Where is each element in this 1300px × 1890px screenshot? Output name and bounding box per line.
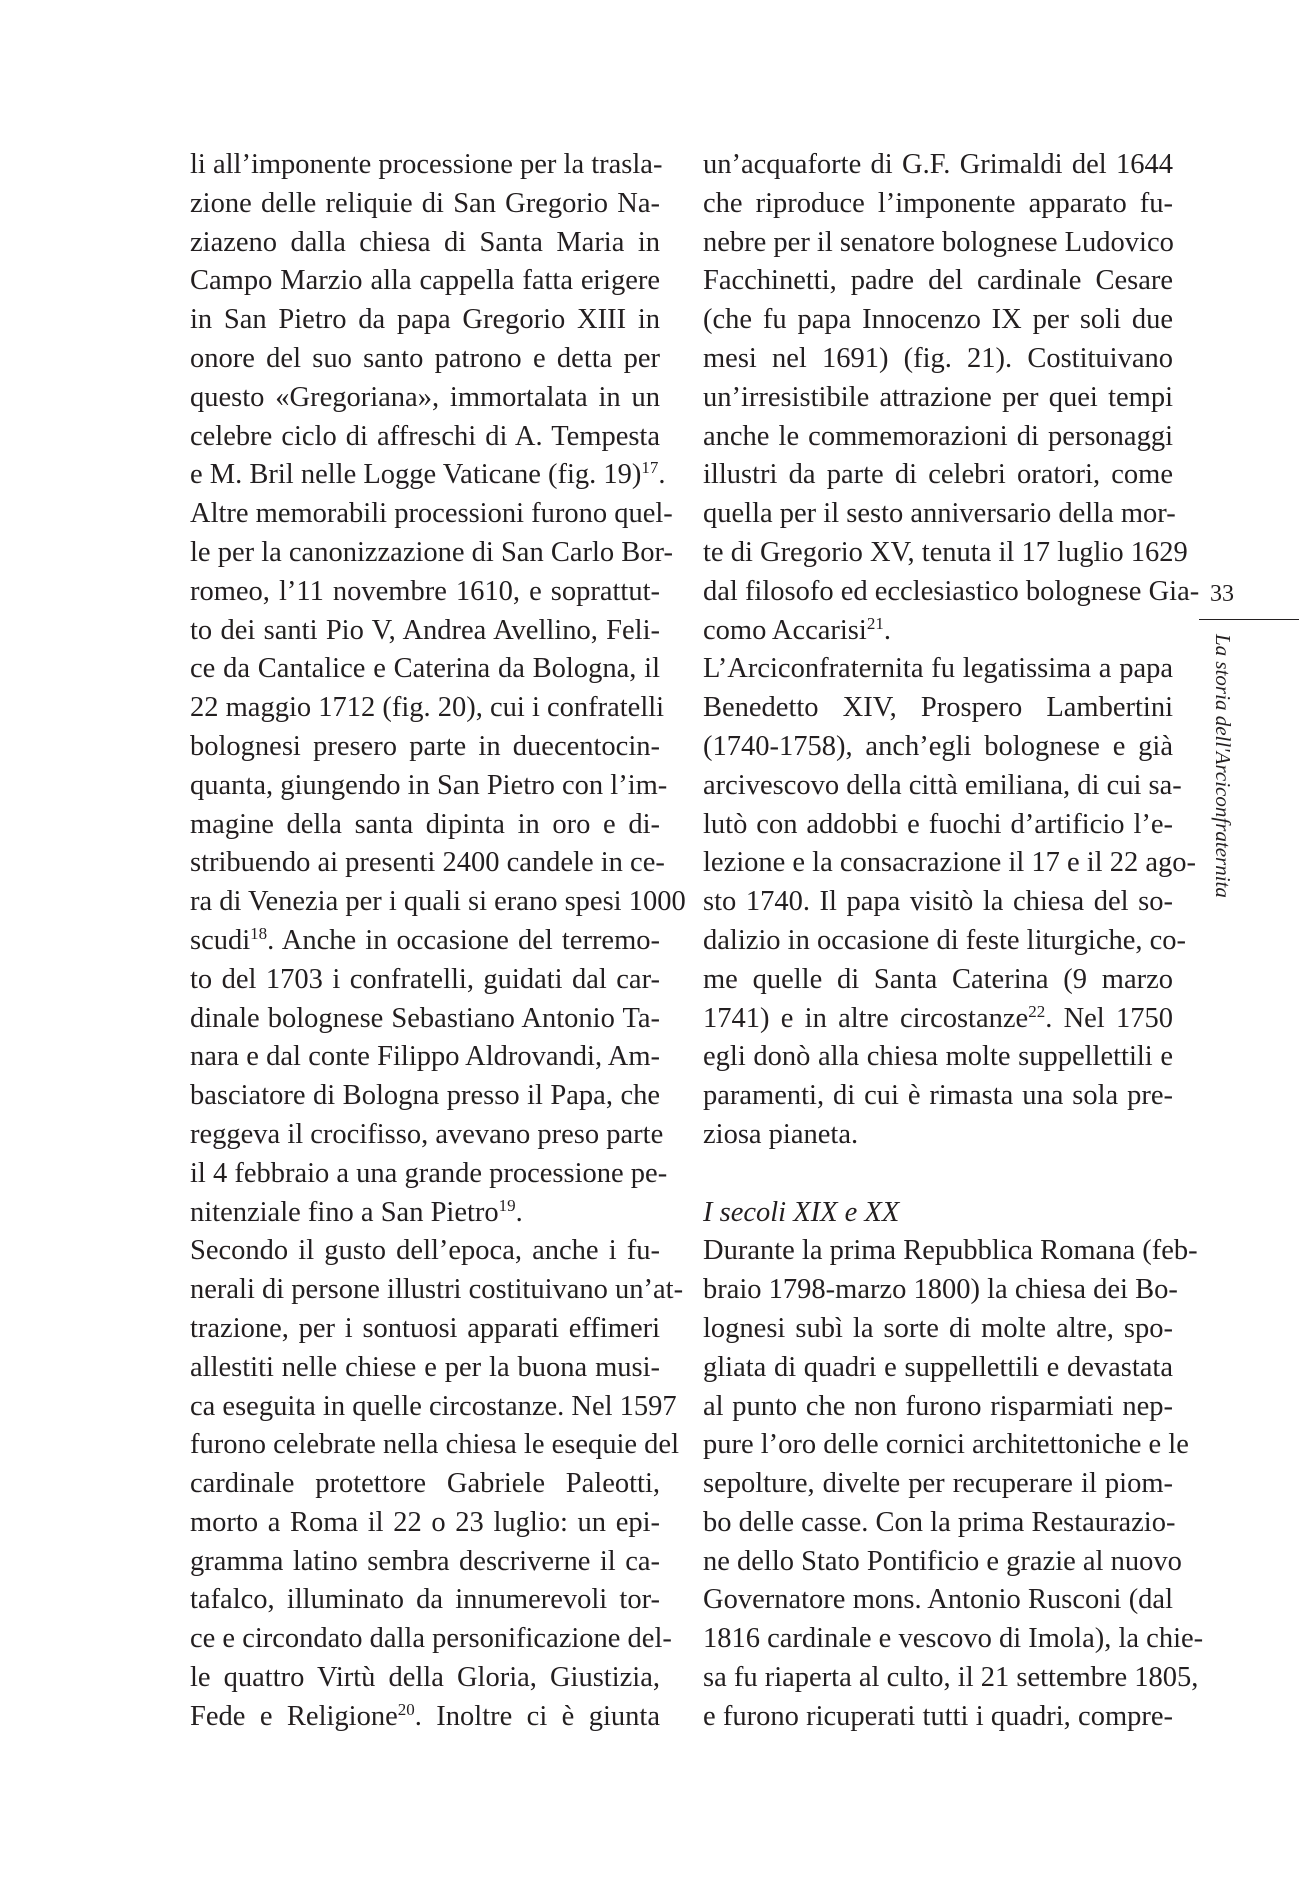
right-text-column: [703, 146, 1204, 1737]
text-line: sto 1740. Il papa visitò la chiesa del so-: [703, 886, 1173, 918]
text-line: le per la canonizzazione di San Carlo Bor-: [190, 536, 673, 568]
text-line: Governatore mons. Antonio Rusconi (dal: [703, 1584, 1173, 1616]
text-line: onore del suo santo patrono e detta per: [190, 342, 660, 374]
blank-line: [703, 1155, 1173, 1194]
text-line: nara e dal conte Filippo Aldrovandi, Am-: [190, 1041, 660, 1073]
text-line: gliata di quadri e suppellettili e devastata: [703, 1351, 1173, 1383]
text-line: L’Arciconfraternita fu legatissima a papa: [703, 653, 1173, 685]
text-segment: Fede e Religione: [190, 1700, 398, 1732]
text-line: te di Gregorio XV, tenuta il 17 luglio 1629: [703, 536, 1188, 568]
text-line: basciatore di Bologna presso il Papa, che: [190, 1080, 660, 1112]
footnote-ref: 17: [641, 458, 659, 478]
text-line: ra di Venezia per i quali si erano spesi 1000: [190, 886, 686, 918]
text-line: celebre ciclo di affreschi di A. Tempesta: [190, 420, 660, 452]
text-line: 22 maggio 1712 (fig. 20), cui i confratelli: [190, 692, 665, 724]
footnote-ref: 18: [250, 923, 268, 943]
text-segment: .: [883, 614, 891, 646]
text-line: tafalco, illuminato da innumerevoli tor-: [190, 1584, 660, 1616]
text-segment: . Nel 1750: [1045, 1002, 1173, 1034]
running-head: La storia dell'Arciconfraternita: [1211, 634, 1235, 898]
text-segment: nitenziale fino a San Pietro: [190, 1196, 499, 1228]
text-segment: como Accarisi: [703, 614, 867, 646]
text-line: quanta, giungendo in San Pietro con l’im-: [190, 769, 668, 801]
left-text-column: [190, 146, 686, 1737]
text-line: dal filosofo ed ecclesiastico bolognese Gia-: [703, 575, 1200, 607]
text-line: dalizio in occasione di feste liturgiche, co-: [703, 924, 1187, 956]
text-line: quella per il sesto anniversario della mor-: [703, 498, 1176, 530]
text-segment: . Inoltre ci è giunta: [414, 1700, 660, 1732]
text-line: morto a Roma il 22 o 23 luglio: un epi-: [190, 1506, 660, 1538]
page-number: 33: [1210, 581, 1234, 607]
text-line: furono celebrate nella chiesa le esequie del: [190, 1429, 679, 1461]
text-line: ne dello Stato Pontificio e grazie al nuovo: [703, 1545, 1182, 1577]
text-line: 1816 cardinale e vescovo di Imola), la chie-: [703, 1623, 1204, 1655]
text-line: Facchinetti, padre del cardinale Cesare: [703, 265, 1173, 297]
text-line: me quelle di Santa Caterina (9 marzo: [703, 963, 1173, 995]
text-line: bolognesi presero parte in duecentocin-: [190, 730, 660, 762]
text-line: (che fu papa Innocenzo IX per soli due: [703, 304, 1173, 336]
text-segment: 1741) e in altre circostanze: [703, 1002, 1029, 1034]
text-line: in San Pietro da papa Gregorio XIII in: [190, 304, 660, 336]
text-line: ziazeno dalla chiesa di Santa Maria in: [190, 226, 660, 258]
text-line: lutò con addobbi e fuochi d’artificio l’e-: [703, 808, 1173, 840]
text-line: nerali di persone illustri costituivano un’at-: [190, 1274, 684, 1306]
text-line: nebre per il senatore bolognese Ludovico: [703, 226, 1174, 258]
text-line: [190, 1698, 660, 1737]
text-line: anche le commemorazioni di personaggi: [703, 420, 1173, 452]
text-line: reggeva il crocifisso, avevano preso parte: [190, 1118, 664, 1150]
text-segment: scudi: [190, 924, 251, 956]
text-line: gramma latino sembra descriverne il ca-: [190, 1545, 660, 1577]
footnote-ref: 22: [1028, 1001, 1046, 1021]
text-line: (1740-1758), anch’egli bolognese e già: [703, 730, 1173, 762]
text-line: il 4 febbraio a una grande processione pe-: [190, 1157, 668, 1189]
text-line: braio 1798-marzo 1800) la chiesa dei Bo-: [703, 1274, 1178, 1306]
text-line: [190, 922, 660, 961]
footnote-ref: 21: [866, 613, 884, 633]
text-line: e furono ricuperati tutti i quadri, compre-: [703, 1700, 1173, 1732]
text-line: to del 1703 i confratelli, guidati dal car-: [190, 963, 660, 995]
text-line: sepolture, divelte per recuperare il piom-: [703, 1468, 1173, 1500]
text-line: ca eseguita in quelle circostanze. Nel 1597: [190, 1390, 677, 1422]
text-line: dinale bolognese Sebastiano Antonio Ta-: [190, 1002, 660, 1034]
text-line: Durante la prima Repubblica Romana (feb-: [703, 1235, 1198, 1267]
text-line: pure l’oro delle cornici architettoniche e le: [703, 1429, 1189, 1461]
text-line: magine della santa dipinta in oro e di-: [190, 808, 660, 840]
text-segment: .: [515, 1196, 523, 1228]
text-line: le quattro Virtù della Gloria, Giustizia,: [190, 1662, 660, 1694]
text-line: allestiti nelle chiese e per la buona musi-: [190, 1351, 660, 1383]
text-line: [703, 612, 1173, 651]
text-line: paramenti, di cui è rimasta una sola pre-: [703, 1080, 1173, 1112]
text-line: lognesi subì la sorte di molte altre, spo-: [703, 1312, 1173, 1344]
text-line: ce da Cantalice e Caterina da Bologna, il: [190, 653, 660, 685]
footnote-ref: 19: [498, 1195, 516, 1215]
text-line: cardinale protettore Gabriele Paleotti,: [190, 1468, 660, 1500]
text-line: che riproduce l’imponente apparato fu-: [703, 187, 1173, 219]
text-line: un’acquaforte di G.F. Grimaldi del 1644: [703, 149, 1173, 180]
text-line: Benedetto XIV, Prospero Lambertini: [703, 692, 1173, 724]
text-line: [190, 1194, 660, 1233]
text-segment: .: [658, 459, 666, 491]
text-line: bo delle casse. Con la prima Restaurazio-: [703, 1506, 1176, 1538]
text-line: li all’imponente processione per la trasla-: [190, 149, 663, 180]
text-line: mesi nel 1691) (fig. 21). Costituivano: [703, 342, 1173, 374]
text-line: [190, 456, 666, 495]
text-line: un’irresistibile attrazione per quei tempi: [703, 381, 1173, 413]
text-line: sa fu riaperta al culto, il 21 settembre 1805,: [703, 1662, 1199, 1694]
text-line: ziosa pianeta.: [703, 1118, 859, 1150]
text-line: [703, 1000, 1173, 1039]
text-line: Campo Marzio alla cappella fatta erigere: [190, 265, 660, 297]
text-line: egli donò alla chiesa molte suppellettili e: [703, 1041, 1173, 1073]
text-segment: e M. Bril nelle Logge Vaticane (fig. 19): [190, 459, 642, 491]
text-line: Secondo il gusto dell’epoca, anche i fu-: [190, 1235, 660, 1267]
text-line: romeo, l’11 novembre 1610, e soprattut-: [190, 575, 660, 607]
text-line: to dei santi Pio V, Andrea Avellino, Feli-: [190, 614, 660, 646]
footnote-ref: 20: [397, 1699, 415, 1719]
text-line: al punto che non furono risparmiati nep-: [703, 1390, 1173, 1422]
text-line: zione delle reliquie di San Gregorio Na-: [190, 187, 660, 219]
text-line: arcivescovo della città emiliana, di cui sa-: [703, 769, 1182, 801]
text-line: ce e circondato dalla personificazione del-: [190, 1623, 672, 1655]
text-line: stribuendo ai presenti 2400 candele in ce-: [190, 847, 665, 879]
section-heading: I secoli XIX e XX: [703, 1196, 900, 1228]
text-line: Altre memorabili processioni furono quel-: [190, 498, 673, 530]
text-line: questo «Gregoriana», immortalata in un: [190, 381, 660, 413]
text-line: lezione e la consacrazione il 17 e il 22 ago-: [703, 847, 1196, 879]
text-line: trazione, per i sontuosi apparati effimeri: [190, 1312, 660, 1344]
running-head-divider: [1199, 619, 1299, 620]
text-line: illustri da parte di celebri oratori, come: [703, 459, 1173, 491]
text-segment: . Anche in occasione del terremo-: [267, 924, 660, 956]
